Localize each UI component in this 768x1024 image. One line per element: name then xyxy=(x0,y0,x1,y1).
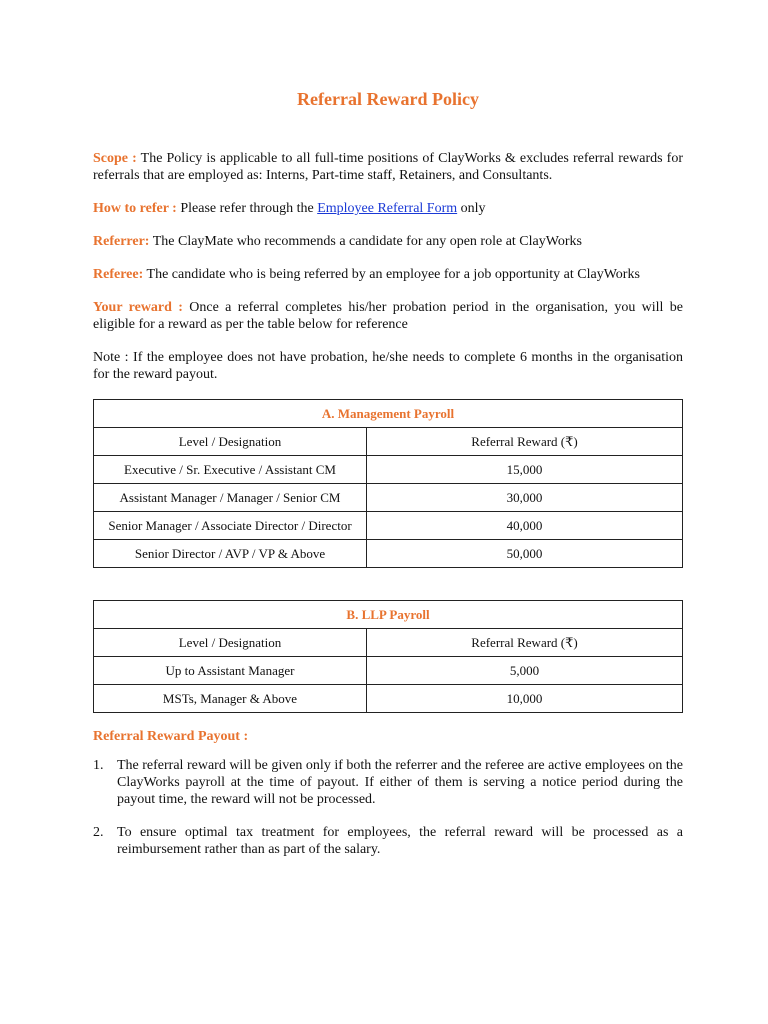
table-cell: Executive / Sr. Executive / Assistant CM xyxy=(94,456,367,484)
scope-text: The Policy is applicable to all full-time positions of ClayWorks & excludes referral rewards for referrals that are employed as: Interns, Part-time staff, Retainers, and Consultants. xyxy=(93,151,683,183)
employee-referral-form-link[interactable]: Employee Referral Form xyxy=(317,201,458,216)
table-title-row xyxy=(94,400,683,428)
column-header: Level / Designation xyxy=(94,428,367,456)
your-reward-paragraph xyxy=(93,299,683,333)
referee-text: The candidate who is being referred by an employee for a job opportunity at ClayWorks xyxy=(146,267,640,282)
table-cell: Up to Assistant Manager xyxy=(94,657,367,685)
payout-heading: Referral Reward Payout : xyxy=(93,729,249,744)
llp-payroll-table xyxy=(93,600,683,713)
list-item-text: To ensure optimal tax treatment for employees, the referral reward will be processed as a reimbursement rather than as part of the salary. xyxy=(117,825,683,857)
how-to-refer-suffix: only xyxy=(460,201,486,216)
referrer-paragraph xyxy=(93,233,683,250)
scope-paragraph xyxy=(93,150,683,184)
table-title: B. LLP Payroll xyxy=(94,601,683,629)
table-cell: 50,000 xyxy=(367,540,683,568)
column-header: Referral Reward (₹) xyxy=(367,629,683,657)
table-cell: 5,000 xyxy=(367,657,683,685)
policy-document xyxy=(93,86,683,874)
table-row xyxy=(94,540,683,568)
table-row xyxy=(94,657,683,685)
table-cell: Senior Director / AVP / VP & Above xyxy=(94,540,367,568)
page-title: Referral Reward Policy xyxy=(297,89,479,109)
note-paragraph: Note : If the employee does not have probation, he/she needs to complete 6 months in the organisation for the reward payout. xyxy=(93,350,683,382)
column-header: Referral Reward (₹) xyxy=(367,428,683,456)
table-cell: 30,000 xyxy=(367,484,683,512)
referrer-label: Referrer: xyxy=(93,234,150,249)
payout-list xyxy=(93,757,683,858)
scope-label: Scope : xyxy=(93,151,137,166)
your-reward-label: Your reward : xyxy=(93,300,183,315)
column-header: Level / Designation xyxy=(94,629,367,657)
list-item-number: 1. xyxy=(93,758,104,773)
table-cell: Assistant Manager / Manager / Senior CM xyxy=(94,484,367,512)
list-item-number: 2. xyxy=(93,825,104,840)
referee-paragraph xyxy=(93,266,683,283)
referee-label: Referee: xyxy=(93,267,144,282)
how-to-refer-label: How to refer : xyxy=(93,201,177,216)
table-row xyxy=(94,512,683,540)
how-to-refer-text: Please refer through the xyxy=(180,201,314,216)
table-row xyxy=(94,484,683,512)
list-item-text: The referral reward will be given only if both the referrer and the referee are active employees on the ClayWorks payroll at the time of payout. If either of them is serving a notice period during the payout time, the reward will not be processed. xyxy=(117,758,683,807)
table-cell: MSTs, Manager & Above xyxy=(94,685,367,713)
table-title-row xyxy=(94,601,683,629)
table-row xyxy=(94,456,683,484)
table-cell: 10,000 xyxy=(367,685,683,713)
table-header-row xyxy=(94,629,683,657)
your-reward-text: Once a referral completes his/her probation period in the organisation, you will be eligible for a reward as per the table below for reference xyxy=(93,300,683,332)
table-cell: Senior Manager / Associate Director / Director xyxy=(94,512,367,540)
table-row xyxy=(94,685,683,713)
table-cell: 15,000 xyxy=(367,456,683,484)
list-item xyxy=(93,757,683,808)
how-to-refer-paragraph xyxy=(93,200,683,217)
management-payroll-table xyxy=(93,399,683,568)
list-item xyxy=(93,824,683,858)
table-title: A. Management Payroll xyxy=(94,400,683,428)
referrer-text: The ClayMate who recommends a candidate for any open role at ClayWorks xyxy=(152,234,582,249)
table-cell: 40,000 xyxy=(367,512,683,540)
table-header-row xyxy=(94,428,683,456)
